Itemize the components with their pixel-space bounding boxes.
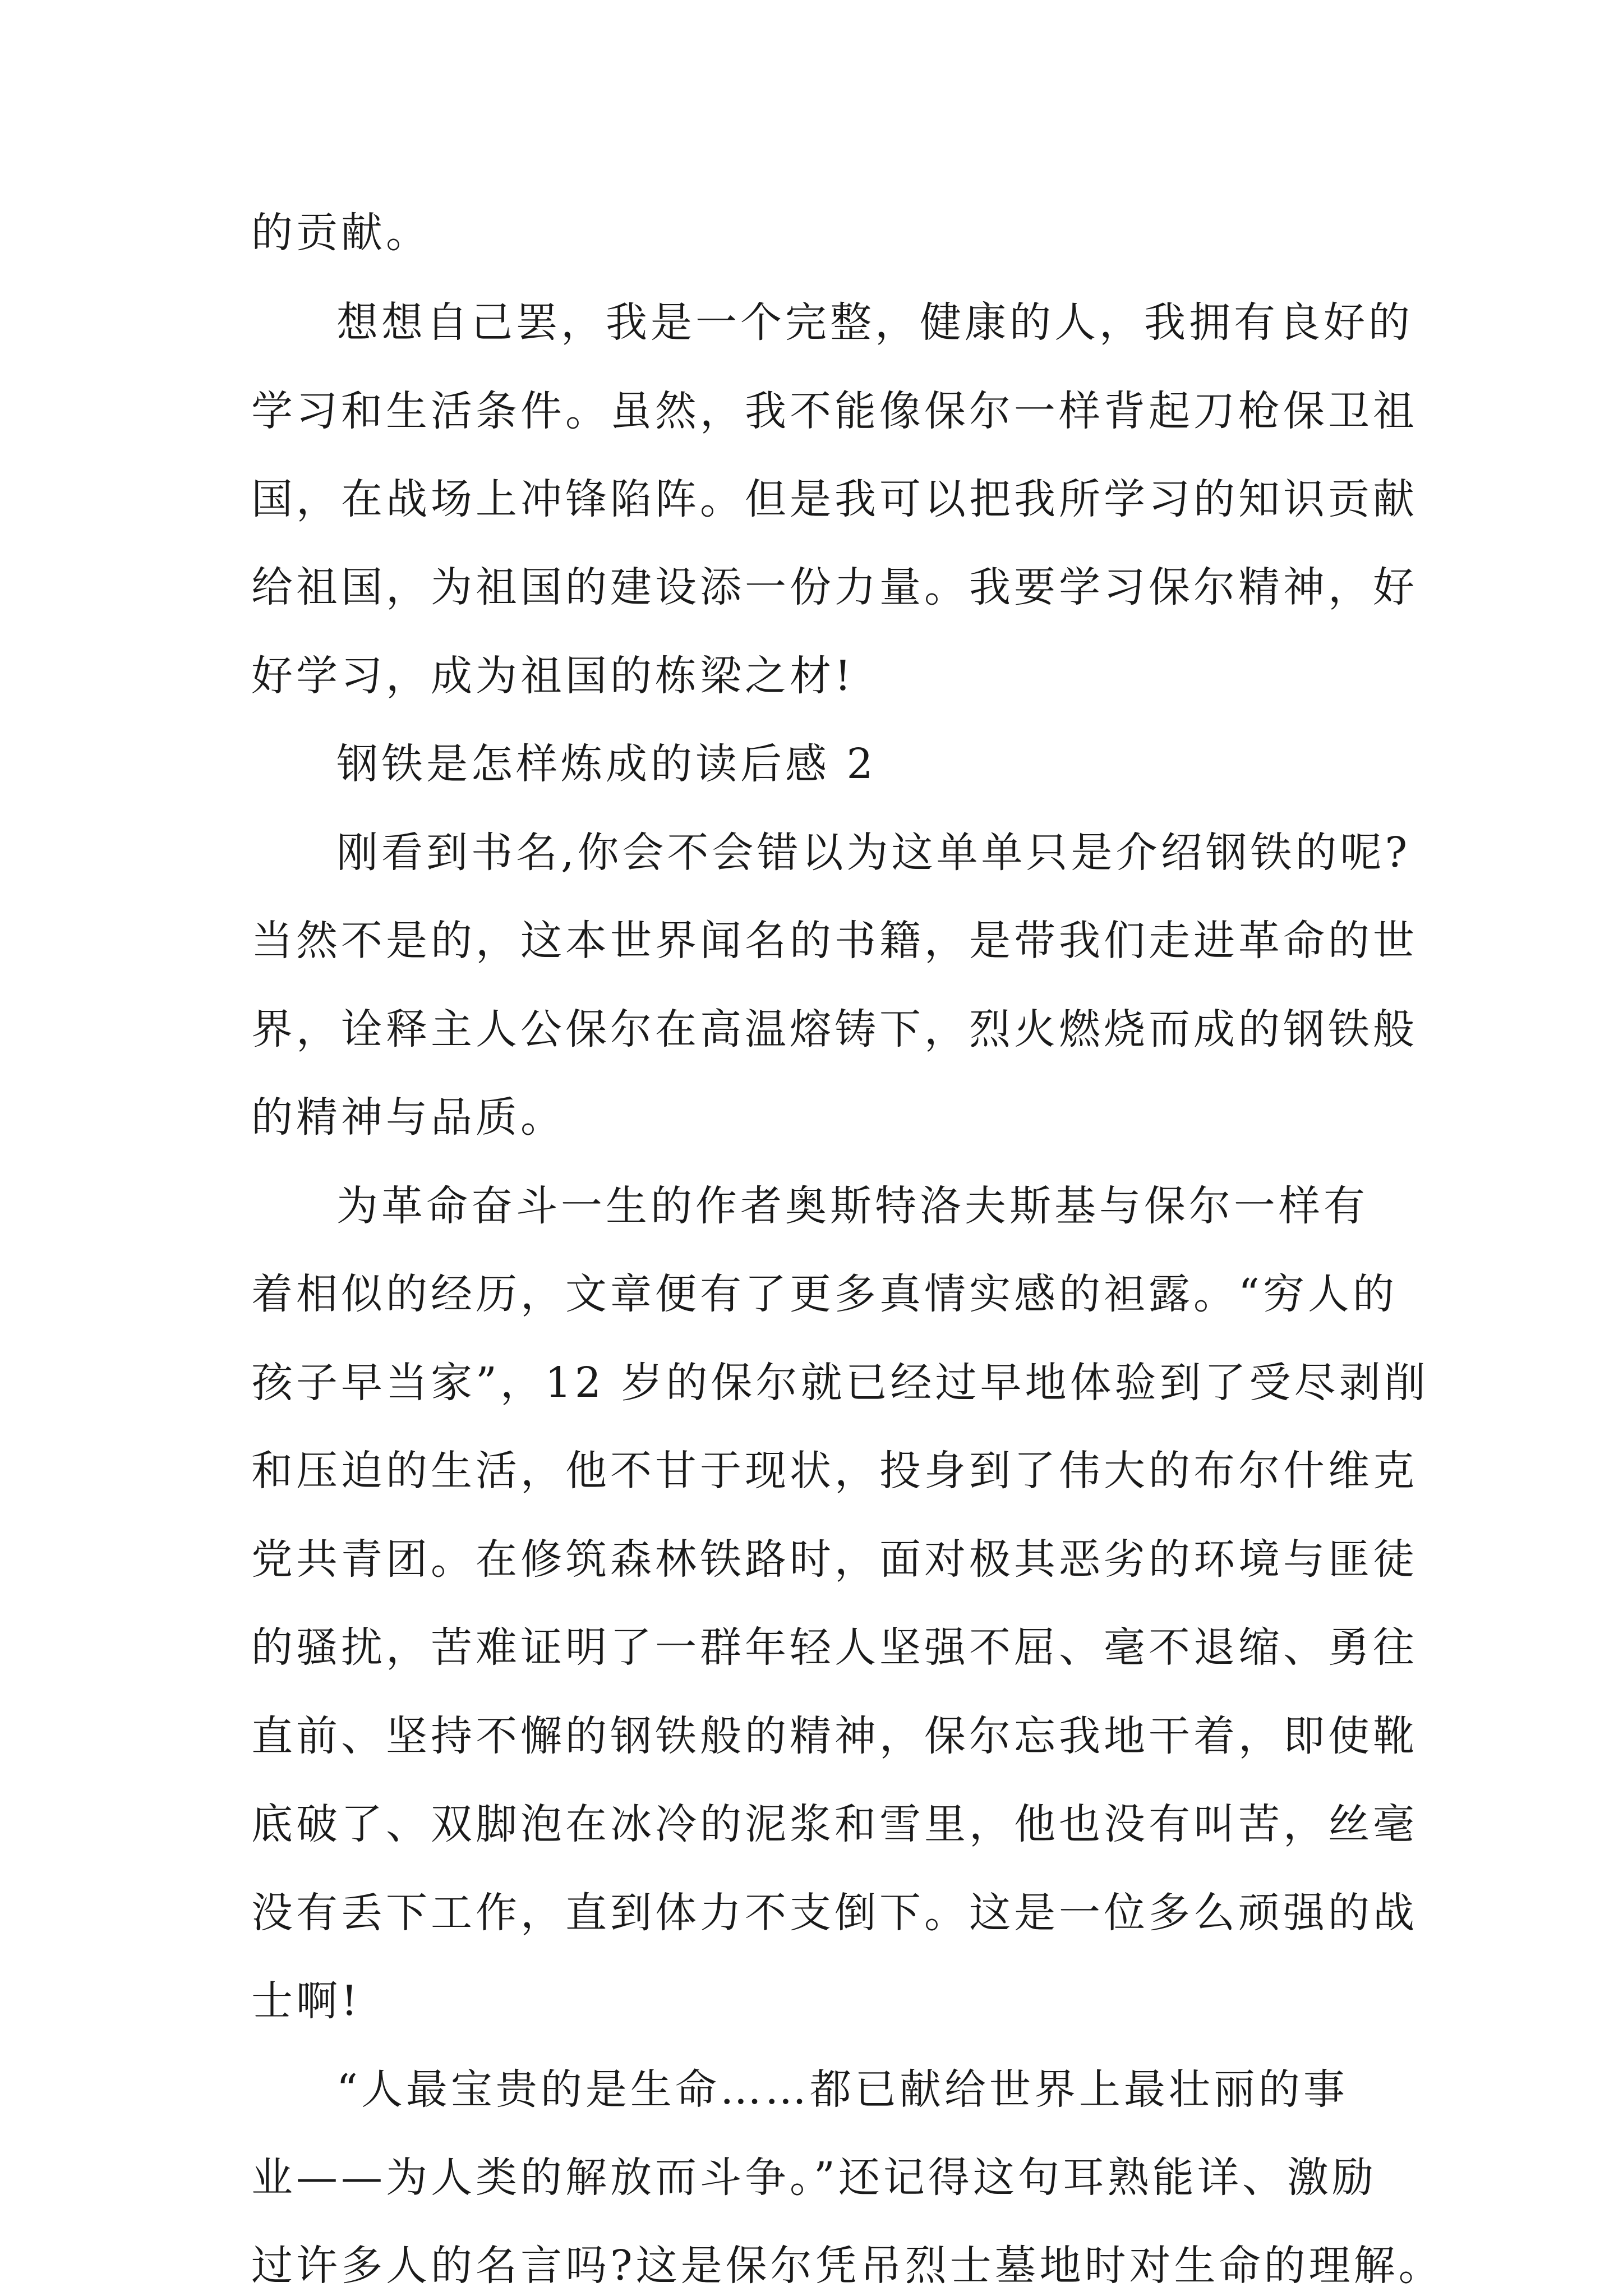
text-line: 业——为人类的解放而斗争。”还记得这句耳熟能详、激励 <box>251 2154 1377 2202</box>
text-line: 当然不是的，这本世界闻名的书籍，是带我们走进革命的世 <box>251 917 1418 965</box>
text-line: 的贡献。 <box>251 209 431 257</box>
text-line: 想想自己罢，我是一个完整，健康的人，我拥有良好的 <box>336 298 1413 347</box>
text-line: “人最宝贵的是生命……都已献给世界上最壮丽的事 <box>336 2065 1348 2114</box>
section-heading: 钢铁是怎样炼成的读后感 2 <box>336 740 877 788</box>
text-line: 学习和生活条件。虽然，我不能像保尔一样背起刀枪保卫祖 <box>251 387 1418 435</box>
text-line: 界，诠释主人公保尔在高温熔铸下，烈火燃烧而成的钢铁般 <box>251 1005 1418 1053</box>
text-line: 士啊! <box>251 1977 361 2025</box>
text-line: 为革命奋斗一生的作者奥斯特洛夫斯基与保尔一样有 <box>336 1182 1368 1230</box>
text-line: 过许多人的名言吗?这是保尔凭吊烈士墓地时对生命的理解。 <box>251 2242 1444 2290</box>
text-line: 孩子早当家”，12 岁的保尔就已经过早地体验到了受尽剥削 <box>251 1359 1429 1407</box>
text-line: 的精神与品质。 <box>251 1093 565 1142</box>
text-line: 没有丢下工作，直到体力不支倒下。这是一位多么顽强的战 <box>251 1889 1418 1937</box>
text-line: 好学习，成为祖国的栋梁之材! <box>251 652 855 700</box>
text-line: 国，在战场上冲锋陷阵。但是我可以把我所学习的知识贡献 <box>251 475 1418 523</box>
text-line: 底破了、双脚泡在冰冷的泥浆和雪里，他也没有叫苦，丝毫 <box>251 1800 1418 1848</box>
text-line: 着相似的经历，文章便有了更多真情实感的袒露。“穷人的 <box>251 1270 1398 1318</box>
text-line: 直前、坚持不懈的钢铁般的精神，保尔忘我地干着，即使靴 <box>251 1712 1418 1760</box>
text-line: 党共青团。在修筑森林铁路时，面对极其恶劣的环境与匪徒 <box>251 1535 1418 1584</box>
text-line: 刚看到书名,你会不会错以为这单单只是介绍钢铁的呢? <box>336 829 1411 877</box>
text-line: 和压迫的生活，他不甘于现状，投身到了伟大的布尔什维克 <box>251 1447 1418 1495</box>
text-line: 的骚扰，苦难证明了一群年轻人坚强不屈、毫不退缩、勇往 <box>251 1623 1418 1672</box>
text-line: 给祖国，为祖国的建设添一份力量。我要学习保尔精神，好 <box>251 563 1418 611</box>
